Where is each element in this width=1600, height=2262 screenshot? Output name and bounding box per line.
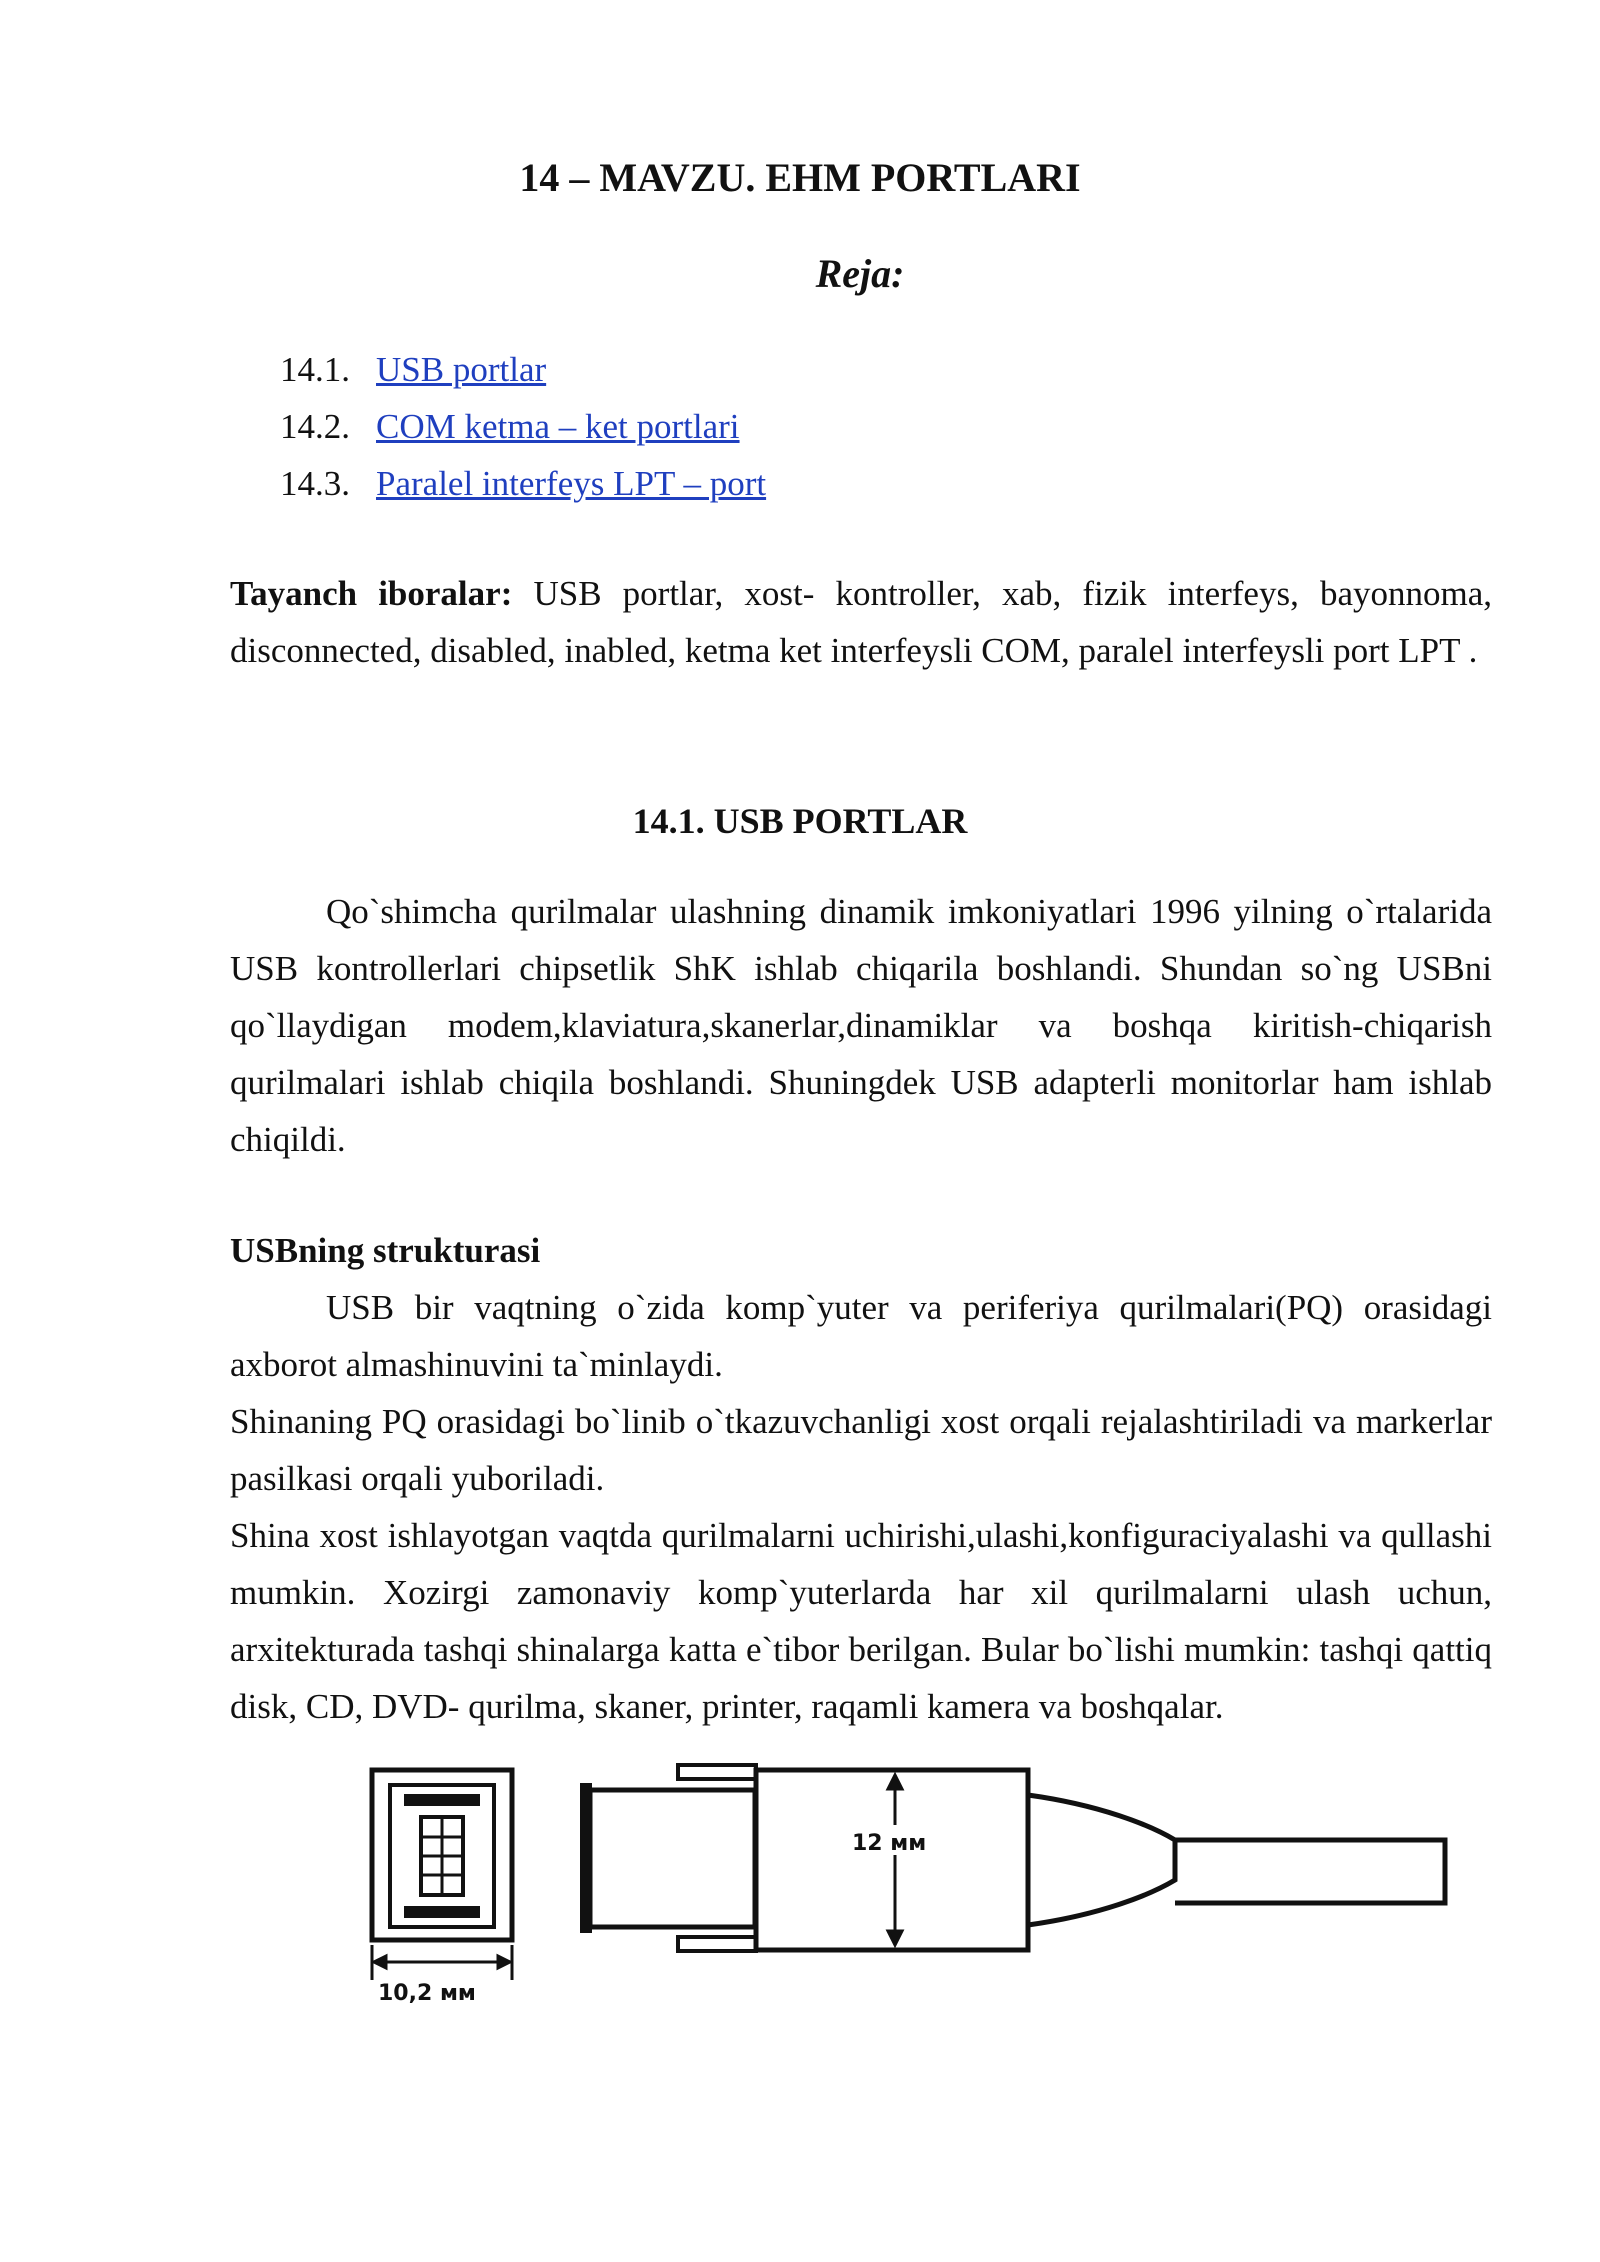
structure-paragraph-2: Shinaning PQ orasidagi bo`linib o`tkazuvchanligi xost orqali rejalashtiriladi va markerlar pasilkasi orqali yuboriladi. — [230, 1402, 1492, 1498]
keywords-label: Tayanch iboralar: — [230, 574, 513, 613]
keywords-text: USB portlar, xost- kontroller, xab, fizik interfeys, bayonnoma, disconnected, disabled, inabled, ketma ket interfeysli COM, paralel interfeysli port LPT . — [230, 574, 1492, 670]
keywords-paragraph — [230, 565, 1492, 679]
structure-paragraph-1: USB bir vaqtning o`zida komp`yuter va periferiya qurilmalari(PQ) orasidagi axborot almashinuvini ta`minlaydi. — [230, 1288, 1492, 1384]
plan-list — [280, 341, 766, 512]
page-title: 14 – MAVZU. EHM PORTLARI — [519, 155, 1081, 200]
height-dimension — [888, 1775, 902, 1945]
height-dimension-label: 12 мм — [852, 1831, 927, 1856]
plan-item — [280, 341, 766, 398]
width-dimension — [372, 1945, 512, 1980]
usb-plug-side-view — [580, 1765, 1445, 1951]
plan-item — [280, 398, 766, 455]
structure-paragraph-3: Shina xost ishlayotgan vaqtda qurilmalarni uchirishi,ulashi,konfiguraciyalashi va qullashi mumkin. Xozirgi zamonaviy komp`yuterlarda har xil qurilmalarni ulash uchun, arxitekturada tashqi shinalarga katta e`tibor berilgan. Bular bo`lishi mumkin: tashqi qattiq disk, CD, DVD- qurilma, skaner, printer, raqamli kamera va boshqalar. — [230, 1516, 1492, 1726]
plan-heading: Reja: — [815, 251, 905, 296]
section-heading: 14.1. USB PORTLAR — [632, 801, 968, 841]
plan-item-number: 14.3. — [280, 464, 350, 503]
width-dimension-label: 10,2 мм — [378, 1981, 476, 2006]
usb-connector-figure — [360, 1755, 1480, 2015]
plan-item-number: 14.2. — [280, 407, 350, 446]
intro-paragraph: Qo`shimcha qurilmalar ulashning dinamik imkoniyatlari 1996 yilning o`rtalarida USB kontrollerlari chipsetlik ShK ishlab chiqarila boshlandi. Shundan so`ng USBni qo`llaydigan modem,klaviatura,skanerlar,dinamiklar va boshqa kiritish-chiqarish qurilmalari ishlab chiqila boshlandi. Shuningdek USB adapterli monitorlar ham ishlab chiqildi. — [230, 892, 1492, 1159]
plan-item — [280, 455, 766, 512]
plan-item-number: 14.1. — [280, 350, 350, 389]
usb-socket-front-view — [372, 1770, 512, 1940]
plan-link-lpt-port[interactable]: Paralel interfeys LPT – port — [376, 464, 767, 503]
usb-connector-drawing — [360, 1755, 1480, 2015]
subheading-usb-structure: USBning strukturasi — [230, 1231, 541, 1270]
plan-link-usb-portlar[interactable]: USB portlar — [376, 350, 547, 389]
plan-link-com-portlari[interactable]: COM ketma – ket portlari — [376, 407, 740, 446]
